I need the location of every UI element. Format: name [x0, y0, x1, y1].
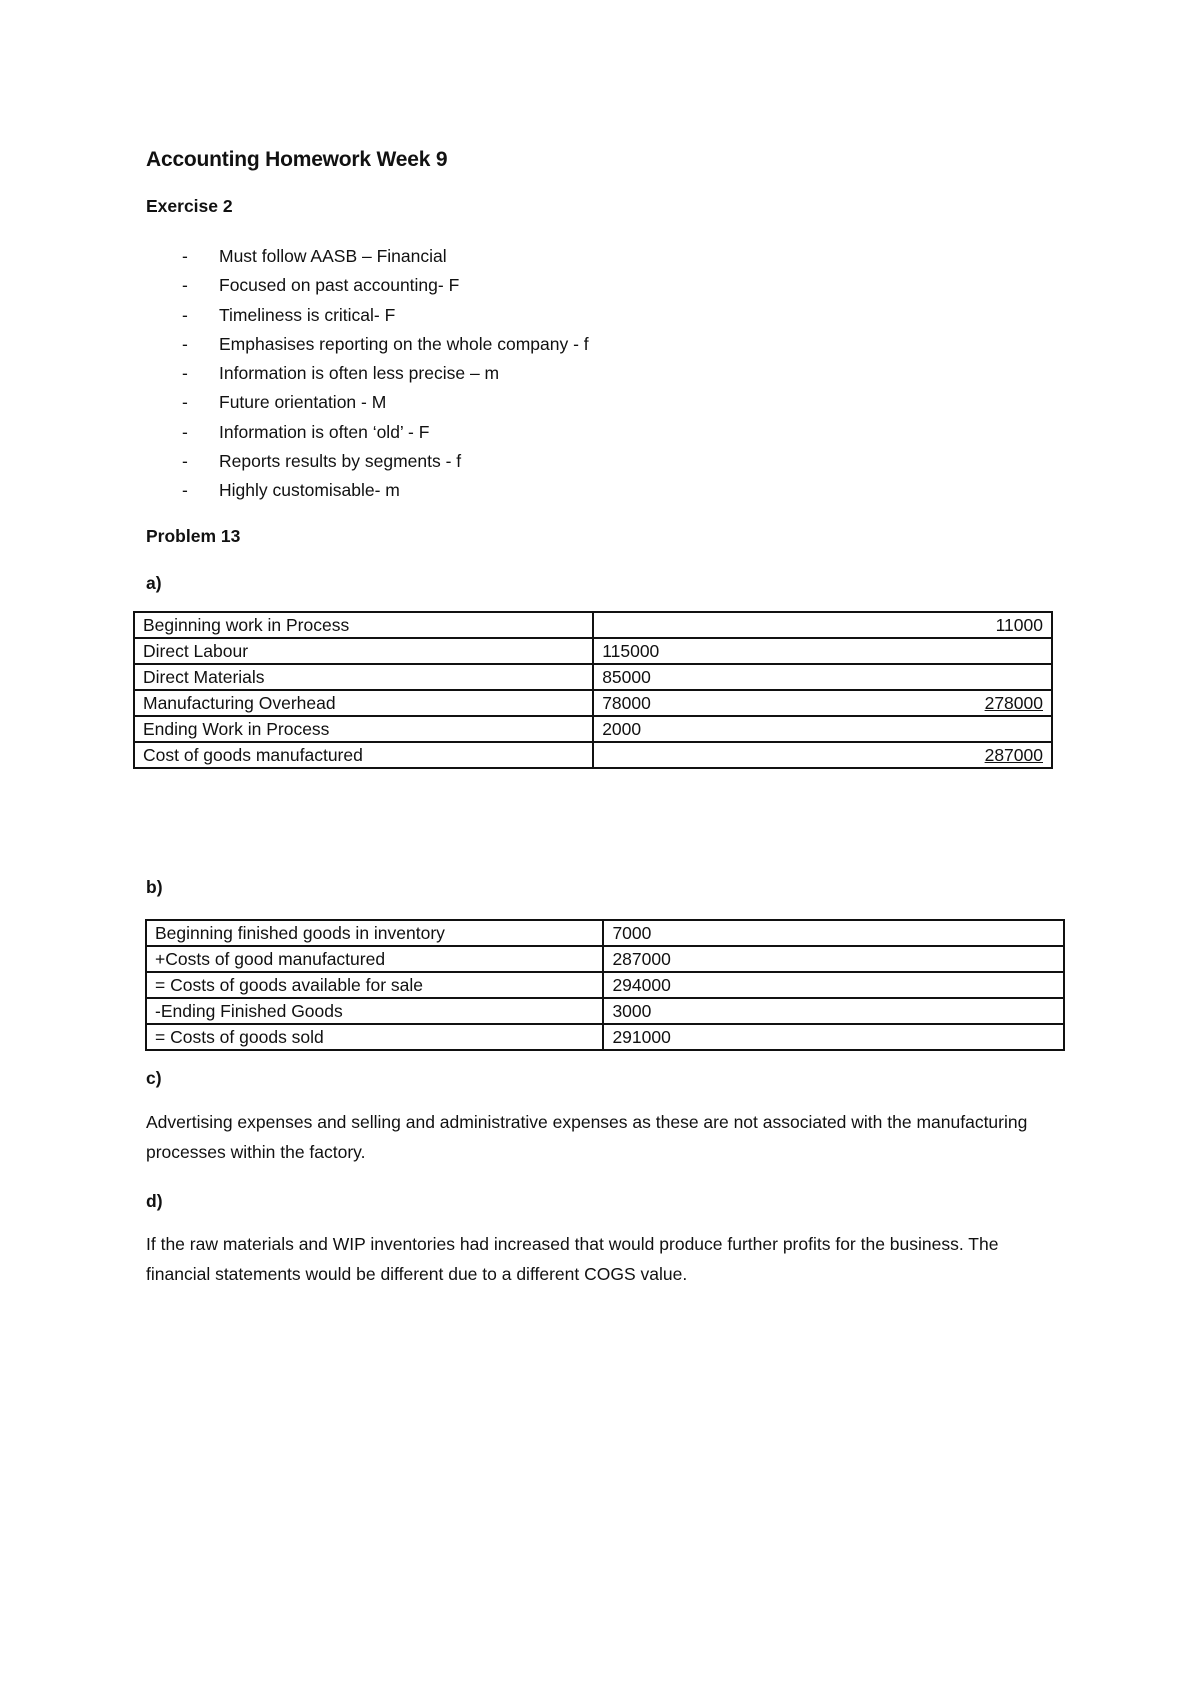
table-row	[134, 690, 1052, 716]
table-row	[134, 638, 1052, 664]
row-value: 78000 278000	[593, 690, 1052, 716]
table-row	[134, 612, 1052, 638]
table-row	[134, 716, 1052, 742]
cogs-table	[145, 919, 1065, 1051]
row-label: = Costs of goods sold	[146, 1024, 603, 1050]
part-c-label: c)	[146, 1068, 162, 1088]
part-c-answer: Advertising expenses and selling and administrative expenses as these are not associated with the manufacturing processes within the factory.	[146, 1112, 1028, 1162]
table-row	[134, 742, 1052, 768]
row-label: Beginning work in Process	[134, 612, 593, 638]
row-value: 7000	[603, 920, 1064, 946]
row-label: Beginning finished goods in inventory	[146, 920, 603, 946]
part-a-label: a)	[146, 573, 162, 593]
row-label: -Ending Finished Goods	[146, 998, 603, 1024]
row-value: 2000	[593, 716, 1052, 742]
table-row	[146, 998, 1064, 1024]
row-label: +Costs of good manufactured	[146, 946, 603, 972]
document-page: Accounting Homework Week 9 Exercise 2 - Must follow AASB – Financial - Focused on past accounting- F - Timeliness is critical- F - Emphasises reporting on the whole company - f - Information is often less precise – m - Future orientation - M - Information is often ‘old’ - F - Reports results by segments - f - Highly customisable- m Problem 13 a) Beginning work in Process 11000 Direct Labour 115000 Direct Materials 85000 Manufacturing Overhead 78000 278000 Ending Work in Process 2000 Cost of goods manufactured 287000 b) Beginning finished goods in inventory 7000 +Costs of good manufactured 287000 = Costs of goods available for sale 294000 -Ending Finished Goods 3000 = Costs of goods sold 291000 c) Advertising expenses and selling and administrative expenses as these are not associated with the manufacturing processes within the factory. d) If the raw materials and WIP inventories had increased that would produce further profits for the business. The financial statements would be different due to a different COGS value.	[0, 0, 1200, 1698]
document-title: Accounting Homework Week 9	[146, 148, 448, 171]
cogm-table	[133, 611, 1053, 769]
row-label: = Costs of goods available for sale	[146, 972, 603, 998]
part-d-label: d)	[146, 1191, 163, 1211]
table-row	[146, 1024, 1064, 1050]
problem-13-heading: Problem 13	[146, 526, 241, 546]
row-total: 287000	[593, 742, 1052, 768]
row-label: Cost of goods manufactured	[134, 742, 593, 768]
exercise-2-heading: Exercise 2	[146, 196, 233, 216]
row-value: 115000	[593, 638, 1052, 664]
row-value: 3000	[603, 998, 1064, 1024]
subtotal-value: 278000	[984, 693, 1043, 713]
table-row	[146, 920, 1064, 946]
row-value: 287000	[603, 946, 1064, 972]
row-label: Direct Labour	[134, 638, 593, 664]
row-value: 294000	[603, 972, 1064, 998]
row-label: Manufacturing Overhead	[134, 690, 593, 716]
row-total: 11000	[593, 612, 1052, 638]
part-b-label: b)	[146, 877, 163, 897]
table-row	[146, 946, 1064, 972]
row-label: Direct Materials	[134, 664, 593, 690]
table-row	[134, 664, 1052, 690]
part-d-answer: If the raw materials and WIP inventories had increased that would produce further profits for the business. The financial statements would be different due to a different COGS value.	[146, 1234, 999, 1284]
row-label: Ending Work in Process	[134, 716, 593, 742]
row-value: 291000	[603, 1024, 1064, 1050]
row-value: 85000	[593, 664, 1052, 690]
table-row	[146, 972, 1064, 998]
